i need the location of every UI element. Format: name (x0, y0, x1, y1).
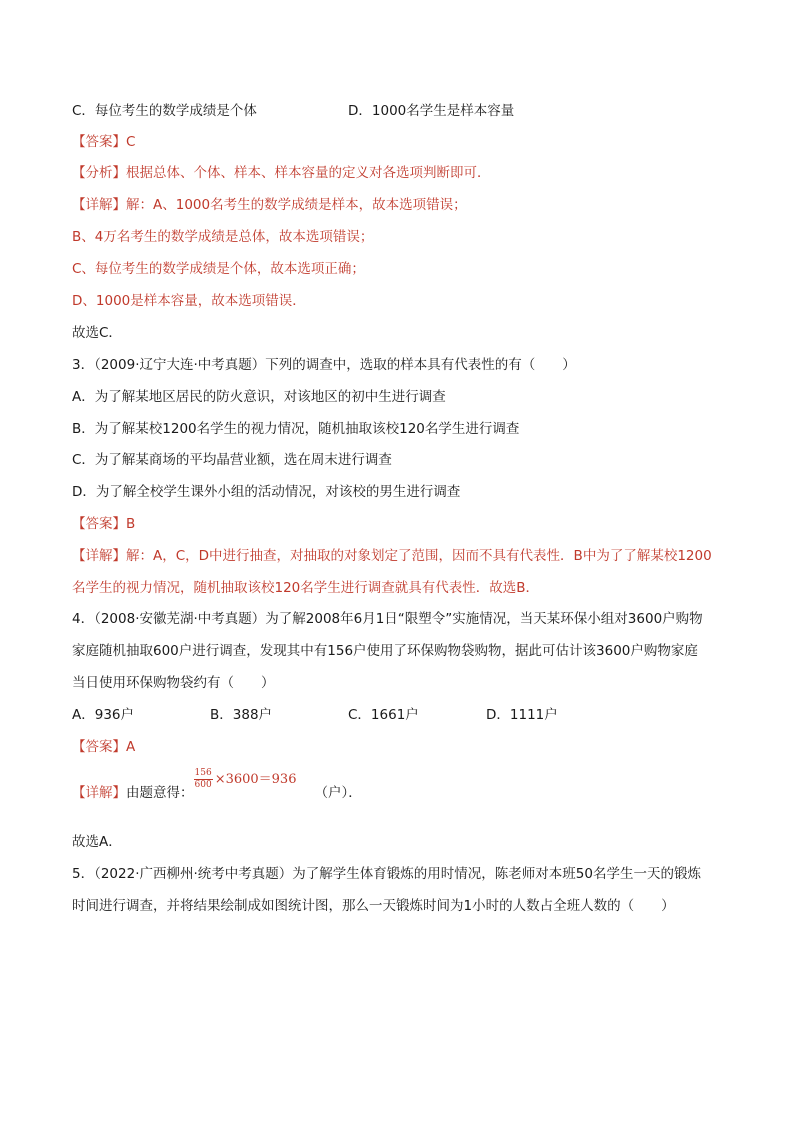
formula-rest: ×3600＝936 (214, 772, 297, 787)
q2-detail-line-4: D、1000是样本容量，故本选项错误． (72, 293, 306, 309)
fraction (194, 769, 213, 790)
q3-stem: 3．（2009·辽宁大连·中考真题）下列的调查中，选取的样本具有代表性的有（ ） (72, 357, 576, 373)
q3-detail-line-1 (72, 546, 712, 566)
q3-option-a: A．为了解某地区居民的防火意识，对该地区的初中生进行调查 (72, 389, 446, 405)
q5-stem-line-1: 5．（2022·广西柳州·统考中考真题）为了解学生体育锻炼的用时情况，陈老师对本班50名学生一天的锻炼 (72, 866, 701, 882)
q2-option-row (72, 101, 515, 121)
q3-detail-line-2: 名学生的视力情况，随机抽取该校120名学生进行调查就具有代表性．故选B． (72, 580, 540, 596)
detail-label: 【详解】 (72, 785, 126, 801)
answer-label: 【答案】 (72, 134, 126, 150)
q3-option-c: C．为了解某商场的平均晶营业额，选在周末进行调查 (72, 452, 392, 468)
q4-stem-line-1: 4．（2008·安徽芜湖·中考真题）为了解2008年6月1日“限塑令”实施情况，当天某环保小组对3600户购物 (72, 611, 703, 627)
detail-text: 解：A、1000名考生的数学成绩是样本，故本选项错误； (126, 197, 467, 213)
q5-stem-line-2: 时间进行调查，并将结果绘制成如图统计图，那么一天锻炼时间为1小时的人数占全班人数的（ ） (72, 898, 675, 914)
q2-detail-line-1 (72, 195, 467, 215)
q4-option-b: B．388户 (210, 707, 273, 723)
detail-label: 【详解】 (72, 197, 126, 213)
q2-detail-line-2: B、4万名考生的数学成绩是总体，故本选项错误； (72, 229, 374, 245)
q2-option-c: C．每位考生的数学成绩是个体 (72, 103, 257, 119)
q2-analysis (72, 163, 491, 183)
fraction-numerator: 156 (194, 768, 212, 778)
q2-answer (72, 132, 135, 152)
q4-answer (72, 737, 135, 757)
analysis-label: 【分析】 (72, 165, 126, 181)
analysis-text: 根据总体、个体、样本、样本容量的定义对各选项判断即可． (126, 165, 491, 181)
q2-option-d: D．1000名学生是样本容量 (348, 103, 515, 119)
q4-conclusion: 故选A． (72, 834, 122, 850)
detail-label: 【详解】 (72, 548, 126, 564)
answer-label: 【答案】 (72, 516, 126, 532)
answer-value: A (126, 739, 136, 755)
q4-stem-line-2: 家庭随机抽取600户进行调查，发现其中有156户使用了环保购物袋购物，据此可估计该3600户购物家庭 (72, 643, 698, 659)
fraction-denominator: 600 (194, 780, 212, 790)
answer-value: B (126, 516, 136, 532)
detail-suffix: （户）． (314, 785, 362, 801)
q3-answer (72, 514, 135, 534)
q4-option-d: D．1111户 (486, 707, 558, 723)
q3-option-d: D．为了解全校学生课外小组的活动情况，对该校的男生进行调查 (72, 484, 461, 500)
q2-conclusion: 故选C． (72, 325, 122, 341)
answer-value: C (126, 134, 136, 150)
detail-prefix: 由题意得： (126, 785, 194, 801)
q2-detail-line-3: C、每位考生的数学成绩是个体，故本选项正确； (72, 261, 365, 277)
q4-detail (72, 768, 362, 807)
formula (194, 768, 297, 790)
answer-label: 【答案】 (72, 739, 126, 755)
q4-option-c: C．1661户 (348, 707, 419, 723)
q3-option-b: B．为了解某校1200名学生的视力情况，随机抽取该校120名学生进行调查 (72, 421, 520, 437)
q4-option-row (72, 705, 558, 725)
q4-option-a: A．936户 (72, 707, 135, 723)
detail-text: 解：A，C，D中进行抽查，对抽取的对象划定了范围，因而不具有代表性．B中为了了解某校1200 (126, 548, 712, 564)
q4-stem-line-3: 当日使用环保购物袋约有（ ） (72, 675, 275, 691)
